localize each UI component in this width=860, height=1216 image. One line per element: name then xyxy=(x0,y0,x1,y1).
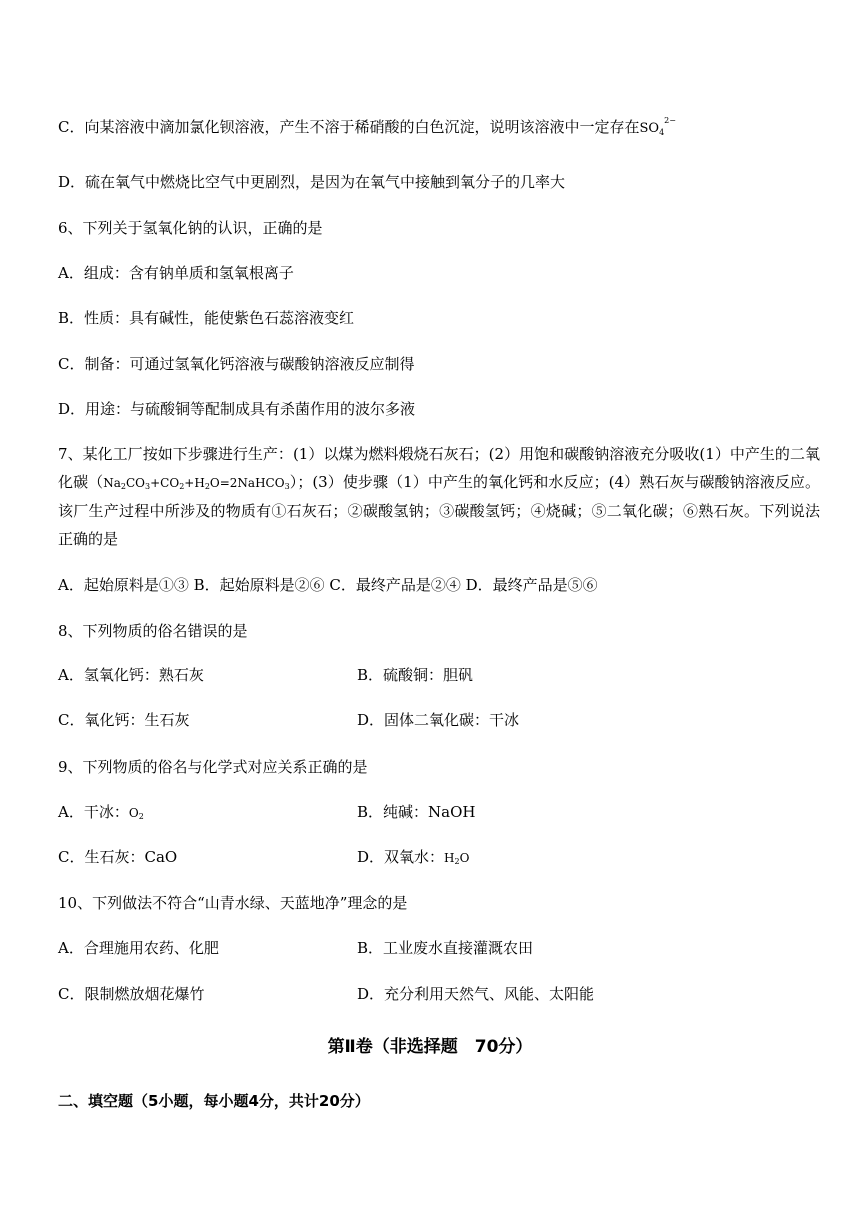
part2-title: 第Ⅱ卷（非选择题 70分） xyxy=(327,1037,533,1057)
q5-option-d: D．硫在氧气中燃烧比空气中更剧烈，是因为在氧气中接触到氧分子的几率大 xyxy=(58,173,566,191)
q6-option-b: B．性质：具有碱性，能使紫色石蕊溶液变红 xyxy=(58,309,355,327)
q10-option-c: C．限制燃放烟花爆竹 xyxy=(58,985,205,1003)
sulfate-ion: $SO_4$ 2− xyxy=(639,116,676,137)
q6-option-a: A．组成：含有钠单质和氢氧根离子 xyxy=(58,264,294,282)
section-fill-in-blank: 二、填空题（5小题，每小题4分，共计20分） xyxy=(58,1092,370,1110)
q6-option-c: C．制备：可通过氢氧化钙溶液与碳酸钠溶液反应制得 xyxy=(58,355,415,373)
q9-option-b: B．纯碱：NaOH xyxy=(357,803,476,821)
q7-options: A．起始原料是①③ B．起始原料是②⑥ C．最终产品是②④ D．最终产品是⑤⑥ xyxy=(58,576,598,594)
q8-option-d: D．固体二氧化碳：干冰 xyxy=(357,711,520,729)
q7-stem: 7、某化工厂按如下步骤进行生产：(1）以煤为燃料煅烧石灰石；(2）用饱和碳酸钠溶液充分吸收(1）中产生的二氧化碳$(Na_2CO_3+CO_2+H_2O=2NaHCO_3)$；(3）使步骤（1）中产生的氧化钙和水反应；(4）熟石灰与碳酸钠溶液反应。该厂生产过程中所涉及的物质有①石灰石；②碳酸氢钠；③碳酸氢钙；④烧碱；⑤二氧化碳；⑥熟石灰。下列说法正确的是 xyxy=(58,445,820,548)
q9-a-formula: $O_2$ xyxy=(128,806,144,821)
q8-option-a: A．氢氧化钙：熟石灰 xyxy=(58,666,204,684)
q5-option-c xyxy=(58,117,820,143)
q7-equation: $Na_2CO_3+CO_2+H_2O=2NaHCO_3$ xyxy=(103,476,290,491)
q8-option-b: B．硫酸铜：胆矾 xyxy=(357,666,474,684)
q8-option-c: C．氧化钙：生石灰 xyxy=(58,711,190,729)
q6-option-d: D．用途：与硫酸铜等配制成具有杀菌作用的波尔多液 xyxy=(58,400,416,418)
q10-option-a: A．合理施用农药、化肥 xyxy=(58,939,219,957)
q9-stem: 9、下列物质的俗名与化学式对应关系正确的是 xyxy=(58,758,368,776)
q9-option-d: D．双氧水：$H_2O$ xyxy=(357,848,470,866)
q5-option-c-text: C．向某溶液中滴加氯化钡溶液，产生不溶于稀硝酸的白色沉淀，说明该溶液中一定存在 xyxy=(58,118,640,136)
q10-option-b: B．工业废水直接灌溉农田 xyxy=(357,939,534,957)
q6-stem: 6、下列关于氢氧化钠的认识，正确的是 xyxy=(58,219,323,237)
q10-option-d: D．充分利用天然气、风能、太阳能 xyxy=(357,985,595,1003)
q10-stem: 10、下列做法不符合“山青水绿、天蓝地净”理念的是 xyxy=(58,894,408,912)
q9-option-a: A．干冰：$O_2$ xyxy=(58,803,144,821)
q8-stem: 8、下列物质的俗名错误的是 xyxy=(58,622,248,640)
q9-d-formula: $H_2O$ xyxy=(444,851,470,866)
q9-option-c: C．生石灰：CaO xyxy=(58,848,178,866)
